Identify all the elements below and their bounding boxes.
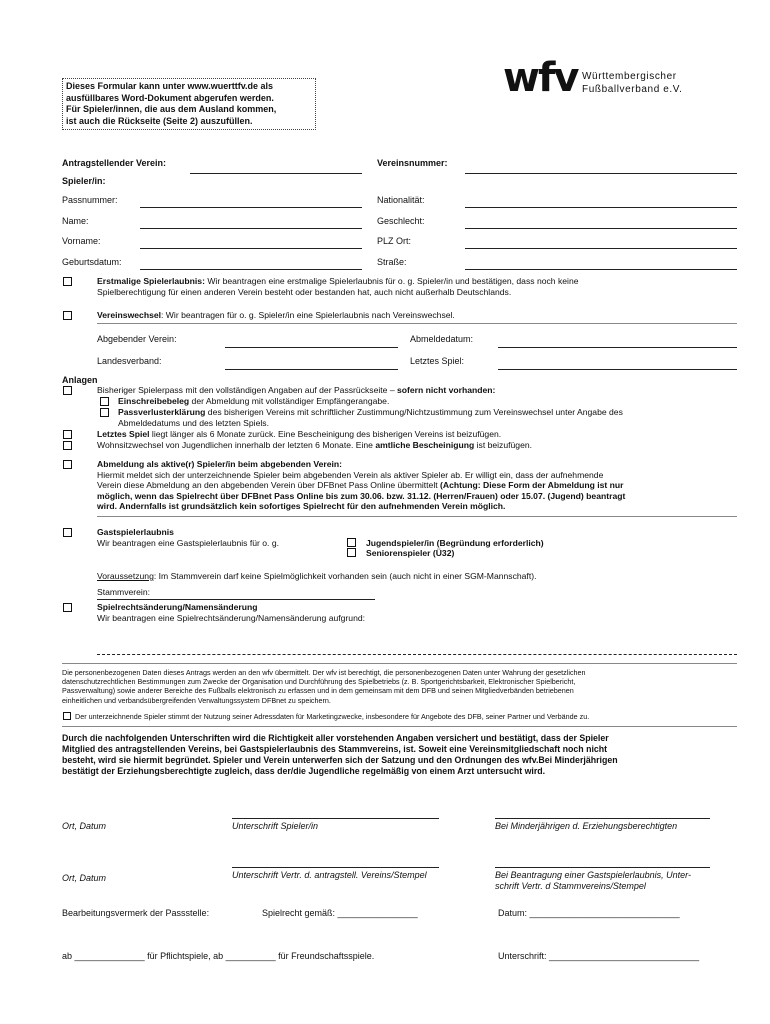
nationalitaet-label: Nationalität: [377, 195, 425, 205]
marketing-consent-text: Der unterzeichnende Spieler stimmt der Nutzung seiner Adressdaten für Marketingzwecke, insbesondere für Angebote des DFB, seiner Partner und Verbände zu. [75, 712, 590, 721]
letztes-spiel-line[interactable] [498, 369, 737, 370]
sig-gast-line[interactable] [495, 867, 710, 868]
aktiv-abmeldung-text [97, 459, 737, 512]
anlage-a1-bold: sofern nicht vorhanden: [397, 385, 496, 395]
aktiv-line-2b: (Achtung: Diese Form der Abmeldung ist nur [440, 480, 624, 491]
name-label: Name: [62, 216, 89, 226]
vorname-line[interactable] [140, 248, 362, 249]
name-line[interactable] [140, 228, 362, 229]
gast-text [97, 527, 279, 548]
anlage-wohnsitz-checkbox[interactable] [63, 441, 72, 450]
gast-jugend-label: Jugendspieler/in (Begründung erforderlich) [366, 538, 544, 548]
vorname-label: Vorname: [62, 236, 101, 246]
sig-erzieh-line[interactable] [495, 818, 710, 819]
wechsel-checkbox[interactable] [63, 311, 72, 320]
datenschutz-line-1: Die personenbezogenen Daten dieses Antrags werden an den wfv übermittelt. Der wfv ist berechtigt, die personenbezogenen Daten unter Wahrung der gesetzlichen [62, 668, 586, 677]
wechsel-separator [97, 323, 737, 324]
aktiv-line-1: Hiermit meldet sich der unterzeichnende Spieler beim abgebenden Verein als aktiver Spieler ab. Er willigt ein, dass der aufnehmende [97, 469, 604, 480]
passnummer-line[interactable] [140, 207, 362, 208]
anlage-a5-text: Wohnsitzwechsel von Jugendlichen innerhalb der letzten 6 Monate. Eine [97, 440, 376, 450]
aktiv-line-3: möglich, wenn das Spielrecht über DFBnet Pass Online bis zum 30.06. bzw. 31.12. (Herren/Frauen) oder 15.07. (Jugend) beantragt [97, 490, 626, 501]
datenschutz-text [62, 668, 737, 705]
gast-jugend-checkbox[interactable] [347, 538, 356, 547]
rechts-reason-line[interactable] [97, 654, 737, 655]
marketing-consent-checkbox[interactable] [63, 712, 71, 720]
geschlecht-label: Geschlecht: [377, 216, 425, 226]
erklaerung-line-4: bestätigt der Erziehungsberechtigte zugleich, dass der/die Jugendliche regelmäßig von einem Arzt untersucht wird. [62, 766, 546, 776]
plz-ort-line[interactable] [465, 248, 737, 249]
note-line-3: Für Spieler/innen, die aus dem Ausland kommen, [66, 104, 277, 114]
aktiv-title: Abmeldung als aktive(r) Spieler/in beim abgebenden Verein: [97, 459, 342, 469]
anlage-a3-text-2: Abmeldedatums und des letzten Spiels. [118, 417, 269, 428]
erklaerung-line-2: Mitglied des antragstellenden Vereins, bei Gastspielerlaubnis des Stammvereins, ist. Soweit eine Vereinsmitgliedschaft noch nicht [62, 744, 608, 754]
sig-verein-line[interactable] [232, 867, 439, 868]
anlage-a1-text: Bisheriger Spielerpass mit den vollständigen Angaben auf der Passrückseite – [97, 385, 398, 395]
datenschutz-line-2: datenschutzrechtlichen Bestimmungen zum Zwecke der Organisation und Durchführung des Spielbetriebs (z. B. Sportgerichtsbarkeit, Elektronischer Spielbericht, [62, 677, 576, 687]
anlage-spielerpass-text [97, 385, 495, 396]
wfv-logo: wfv [503, 55, 578, 101]
anlage-a5-bold: amtliche Bescheinigung [375, 440, 475, 450]
anlage-letztes-spiel-checkbox[interactable] [63, 430, 72, 439]
geburtsdatum-line[interactable] [140, 269, 362, 270]
sig-spieler-line[interactable] [232, 818, 439, 819]
gast-vor-text: : Im Stammverein darf keine Spielmöglichkeit vorhanden sein (auch nicht in einer SGM-Mannschaft). [153, 571, 537, 581]
anlage-letztes-spiel-text [97, 429, 501, 440]
anlage-einschreibebeleg-checkbox[interactable] [100, 397, 109, 406]
anlage-a3-bold: Passverlusterklärung [118, 407, 206, 417]
abmeldedatum-label: Abmeldedatum: [410, 334, 474, 344]
gast-senioren-label: Seniorenspieler (Ü32) [366, 548, 455, 558]
aktiv-abmeldung-checkbox[interactable] [63, 460, 72, 469]
logo-line-2: Fußballverband e.V. [582, 84, 683, 95]
gast-title: Gastspielerlaubnis [97, 527, 174, 537]
wechsel-title: Vereinswechsel [97, 310, 162, 320]
sig-gast-label-2: schrift Vertr. d Stammvereins/Stempel [495, 881, 646, 891]
aktiv-line-2a: Verein diese Abmeldung an den abgebenden Verein über DFBnet Pass Online übermittelt [97, 480, 441, 491]
gast-checkbox[interactable] [63, 528, 72, 537]
erstmalig-title: Erstmalige Spielerlaubnis: [97, 276, 205, 286]
datum-field[interactable]: Datum: ______________________________ [498, 908, 680, 918]
erstmalig-checkbox[interactable] [63, 277, 72, 286]
stammverein-label: Stammverein: [97, 587, 151, 597]
plz-ort-label: PLZ Ort: [377, 236, 412, 246]
datenschutz-separator [62, 663, 737, 664]
anlage-a2-bold: Einschreibebeleg [118, 396, 190, 406]
gast-vor-label: Voraussetzung [97, 571, 154, 581]
anlage-spielerpass-checkbox[interactable] [63, 386, 72, 395]
nationalitaet-line[interactable] [465, 207, 737, 208]
anlage-passverlust-checkbox[interactable] [100, 408, 109, 417]
ort-datum-2: Ort, Datum [62, 873, 107, 883]
vereinsnummer-input-line[interactable] [465, 173, 737, 174]
stammverein-line[interactable] [97, 599, 375, 600]
vereinsnummer-label: Vereinsnummer: [377, 158, 448, 168]
spielrecht-field[interactable]: Spielrecht gemäß: ________________ [262, 908, 418, 918]
landesverband-label: Landesverband: [97, 356, 162, 366]
abmeldedatum-line[interactable] [498, 347, 737, 348]
anlage-a5-text-2: ist beizufügen. [474, 440, 533, 450]
erklaerung-line-1: Durch die nachfolgenden Unterschriften wird die Richtigkeit aller vorstehenden Angaben versichert und bestätigt, dass der Spieler [62, 733, 609, 743]
logo-line-1: Württembergischer [582, 71, 677, 82]
sig-verein-label: Unterschrift Vertr. d. antragstell. Vereins/Stempel [232, 870, 427, 880]
ab-pflichtspiele-field[interactable]: ab ______________ für Pflichtspiele, ab __________ für Freundschaftsspiele. [62, 951, 375, 961]
sig-erzieh-label: Bei Minderjährigen d. Erziehungsberechtigten [495, 821, 678, 831]
anlage-a4-text: liegt länger als 6 Monate zurück. Eine Bescheinigung des bisherigen Vereins ist beizufügen. [149, 429, 502, 439]
sig-spieler-label: Unterschrift Spieler/in [232, 821, 319, 831]
unterschrift-field[interactable]: Unterschrift: ______________________________ [498, 951, 700, 961]
spieler-heading: Spieler/in: [62, 176, 106, 186]
anlage-passverlust-text [118, 407, 738, 428]
anlage-a2-text: der Abmeldung mit vollständiger Empfängerangabe. [189, 396, 390, 406]
erklaerung-line-3: besteht, wird sie hiermit begründet. Spieler und Verein unterwerfen sich der Satzung und den Ordnungen des wfv.Bei Minderjährigen [62, 755, 618, 765]
aktiv-separator [97, 516, 737, 517]
anlage-einschreibebeleg-text [118, 396, 389, 407]
geburtsdatum-label: Geburtsdatum: [62, 257, 122, 267]
rechts-checkbox[interactable] [63, 603, 72, 612]
verein-label: Antragstellender Verein: [62, 158, 167, 168]
abgebend-line[interactable] [225, 347, 398, 348]
anlage-a4-bold: Letztes Spiel [97, 429, 150, 439]
passnummer-label: Passnummer: [62, 195, 118, 205]
letztes-spiel-label: Letztes Spiel: [410, 356, 465, 366]
datenschutz-line-3: Passverwaltung) sowie anderer Bereiche des Fußballs elektronisch zu erfassen und in dem gemeinsam mit dem DFB und seinen Mitgliedverbänden betriebenen [62, 686, 574, 696]
gast-desc: Wir beantragen eine Gastspielerlaubnis für o. g. [97, 537, 280, 548]
ort-datum-1: Ort, Datum [62, 821, 107, 831]
gast-senioren-checkbox[interactable] [347, 548, 356, 557]
strasse-line[interactable] [465, 269, 737, 270]
consent-separator [62, 726, 737, 727]
erstmalig-text-2: Spielberechtigung für einen anderen Verein besteht oder bestanden hat, auch nicht außerhalb Deutschlands. [97, 286, 512, 297]
wechsel-text [97, 310, 737, 321]
geschlecht-line[interactable] [465, 228, 737, 229]
verein-input-line[interactable] [190, 173, 362, 174]
anlage-wohnsitz-text [97, 440, 532, 451]
anlage-a3-text: des bisherigen Vereins mit schriftlicher Zustimmung/Nichtzustimmung zum Vereinswechsel unter Angabe des [205, 407, 623, 417]
erstmalig-text [97, 276, 737, 297]
datenschutz-line-4: einheitlichen und verbandsübergreifenden Verwaltungssystem DFBnet zu speichern. [62, 695, 331, 705]
aktiv-line-4: wird. Andernfalls ist grundsätzlich kein sofortiges Spielrecht für den aufnehmenden Verein möglich. [97, 501, 506, 512]
wechsel-desc: : Wir beantragen für o. g. Spieler/in eine Spielerlaubnis nach Vereinswechsel. [161, 310, 455, 320]
erstmalig-text-1: Wir beantragen eine erstmalige Spielerlaubnis für o. g. Spieler/in und bestätigen, dass noch keine [204, 276, 579, 286]
note-line-2: ausfüllbares Word-Dokument abgerufen werden. [66, 92, 274, 103]
note-line-4: ist auch die Rückseite (Seite 2) auszufüllen. [66, 115, 253, 126]
rechts-text [97, 602, 365, 623]
anlagen-heading: Anlagen [62, 375, 98, 385]
download-note [62, 78, 316, 130]
sig-gast-label-1: Bei Beantragung einer Gastspielerlaubnis, Unter- [495, 870, 691, 880]
landesverband-line[interactable] [225, 369, 398, 370]
rechts-title: Spielrechtsänderung/Namensänderung [97, 602, 258, 612]
abgebend-label: Abgebender Verein: [97, 334, 177, 344]
note-line-1: Dieses Formular kann unter www.wuerttfv.de als [66, 81, 274, 91]
strasse-label: Straße: [377, 257, 407, 267]
bearbeitungsvermerk-label: Bearbeitungsvermerk der Passstelle: [62, 908, 210, 918]
erklaerung-text [62, 733, 737, 777]
rechts-desc: Wir beantragen eine Spielrechtsänderung/Namensänderung aufgrund: [97, 612, 366, 623]
gast-voraussetzung [97, 571, 536, 582]
